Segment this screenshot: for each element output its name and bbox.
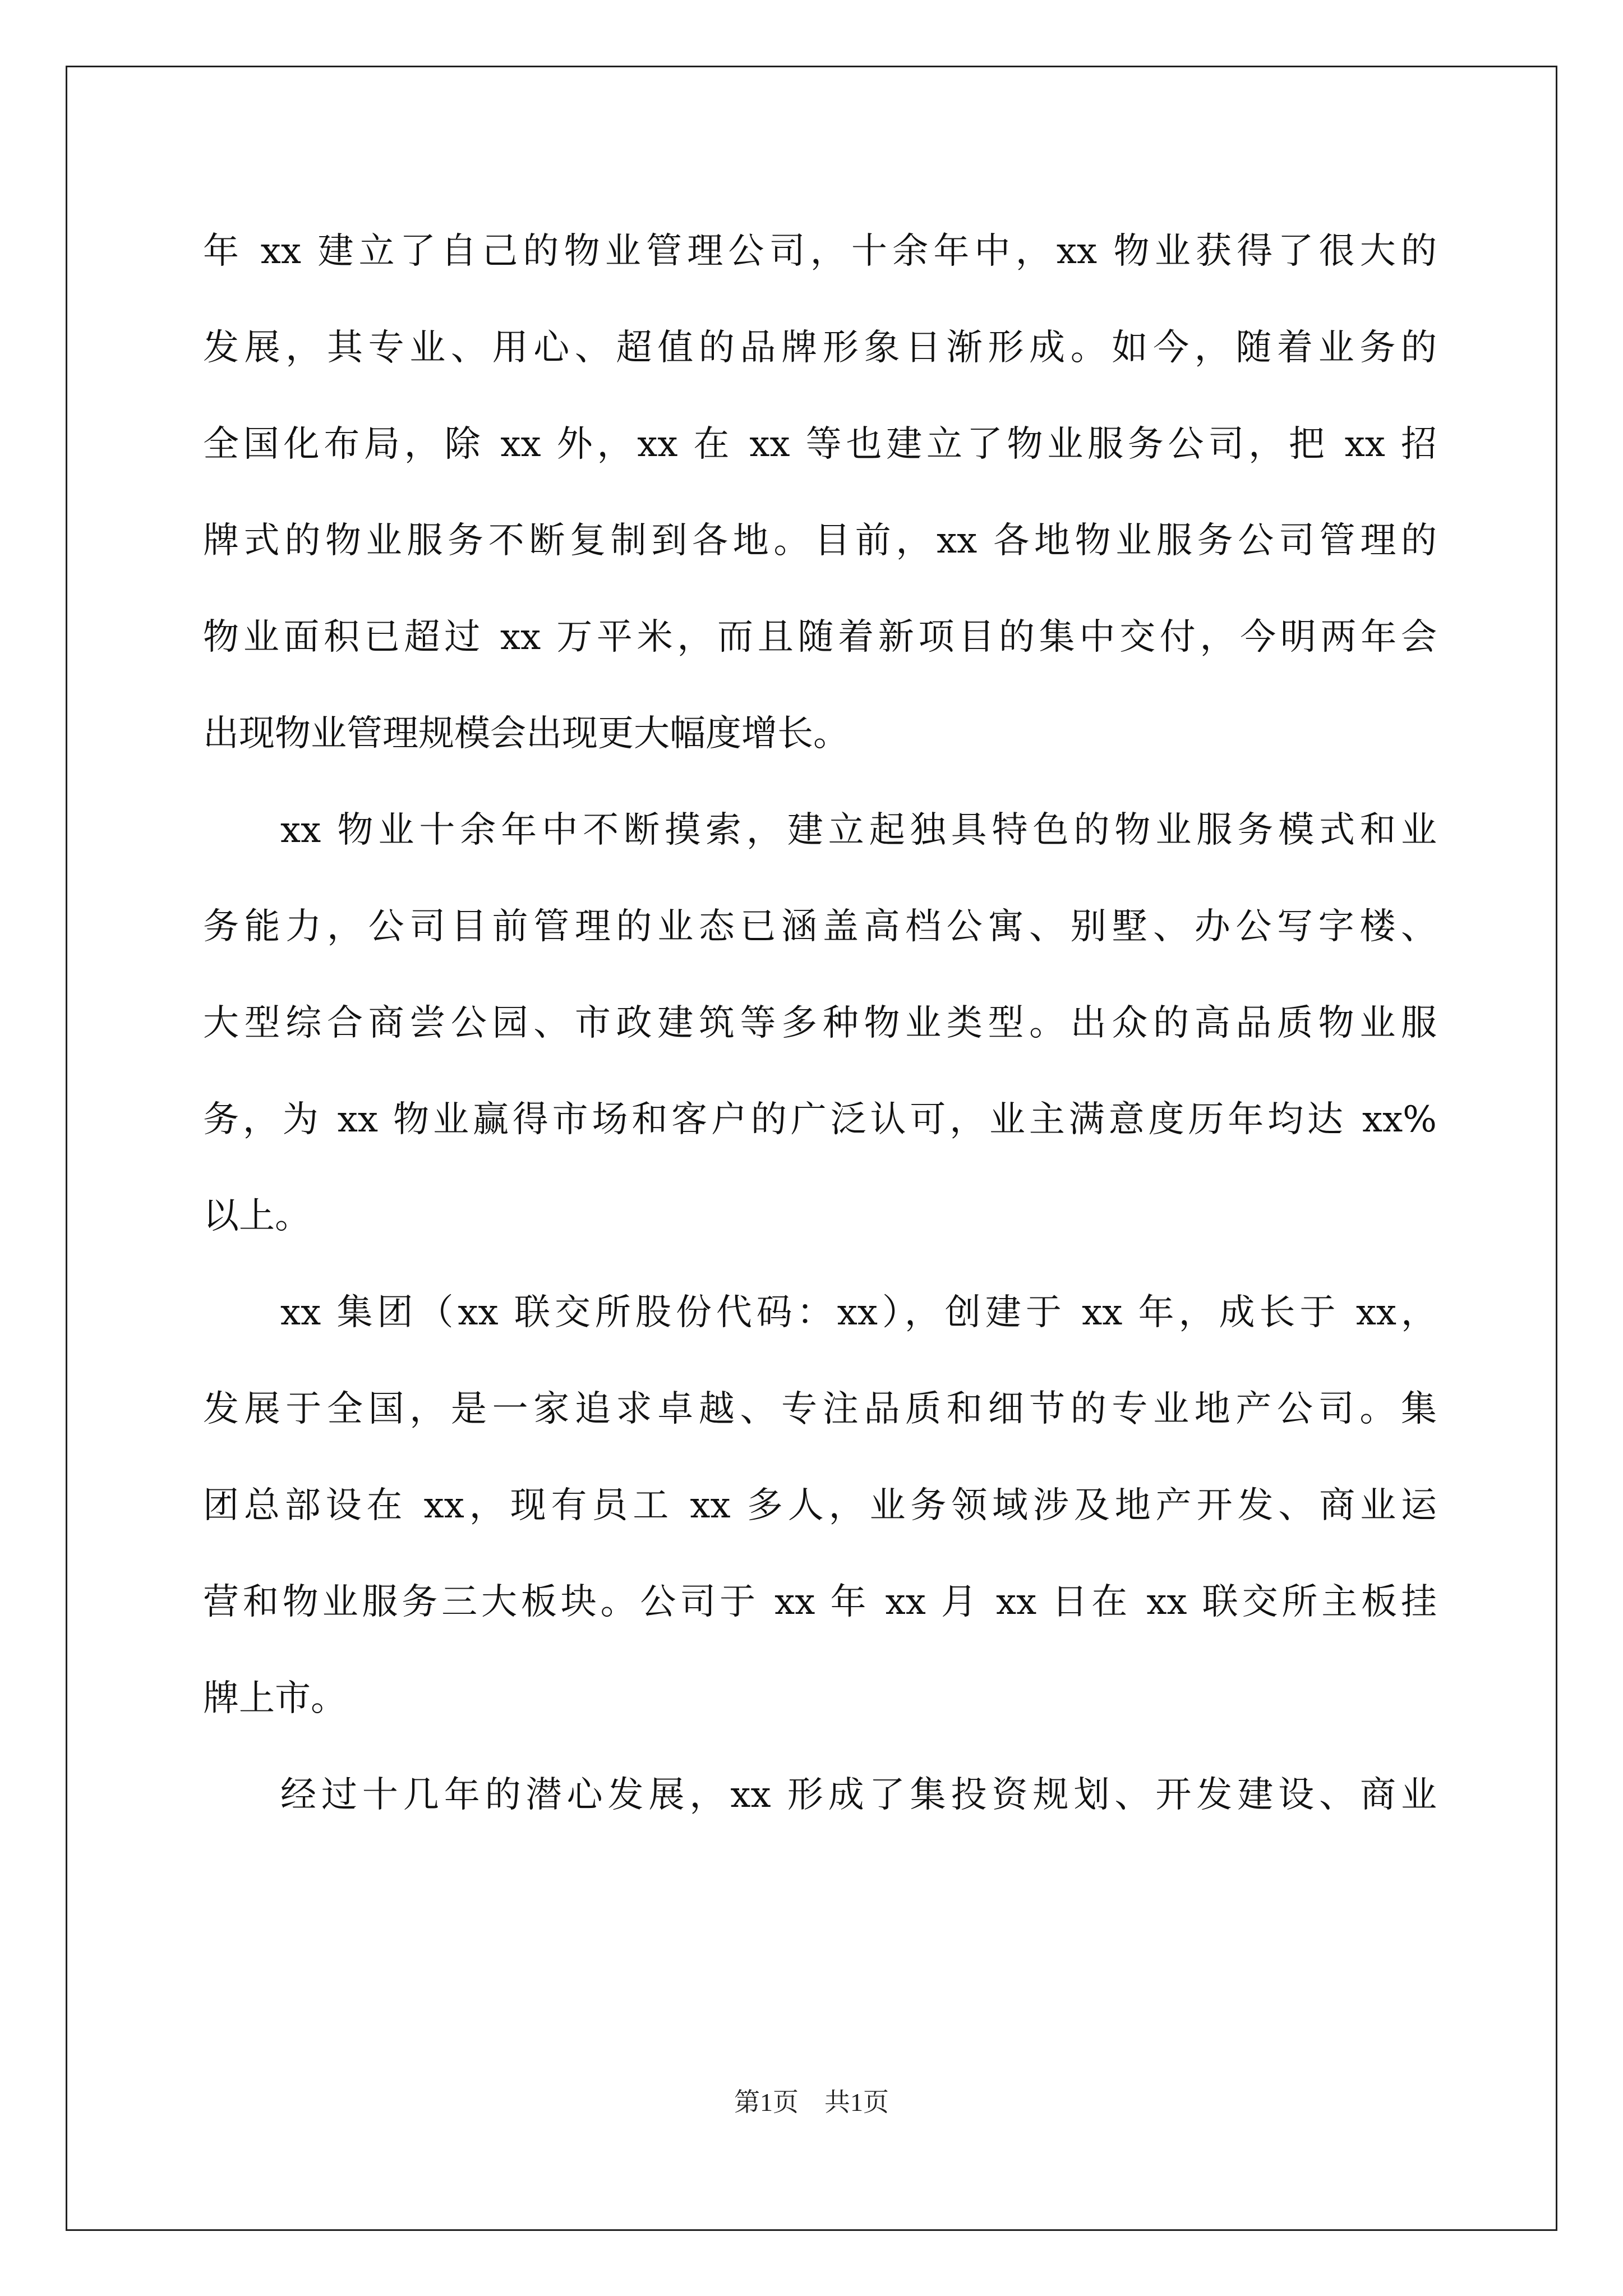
- text-line: 年 xx 建立了自己的物业管理公司，十余年中，xx 物业获得了很大的: [203, 231, 1437, 272]
- text-line: 大型综合商尝公园、市政建筑等多种物业类型。出众的高品质物业服: [203, 1002, 1437, 1044]
- text-line: 全国化布局，除 xx 外，xx 在 xx 等也建立了物业服务公司，把 xx 招: [203, 424, 1437, 465]
- text-line: 牌上市。: [203, 1678, 347, 1719]
- text-line: 物业面积已超过 xx 万平米，而且随着新项目的集中交付，今明两年会: [203, 616, 1437, 658]
- text-line: 营和物业服务三大板块。公司于 xx 年 xx 月 xx 日在 xx 联交所主板挂: [203, 1581, 1437, 1623]
- text-line: xx 物业十余年中不断摸索，建立起独具特色的物业服务模式和业: [280, 809, 1437, 851]
- text-line: 发展，其专业、用心、超值的品牌形象日渐形成。如今，随着业务的: [203, 327, 1437, 369]
- page-number: 第1页: [734, 2088, 799, 2116]
- text-line: 务，为 xx 物业赢得市场和客户的广泛认可，业主满意度历年均达 xx%: [203, 1099, 1437, 1140]
- text-line: 牌式的物业服务不断复制到各地。目前，xx 各地物业服务公司管理的: [203, 520, 1437, 562]
- text-line: 务能力，公司目前管理的业态已涵盖高档公寓、别墅、办公写字楼、: [203, 906, 1437, 947]
- text-line: 发展于全国，是一家追求卓越、专注品质和细节的专业地产公司。集: [203, 1388, 1437, 1430]
- text-line: xx 集团（xx 联交所股份代码：xx），创建于 xx 年，成长于 xx，: [280, 1292, 1437, 1333]
- page-footer: [0, 2086, 1623, 2119]
- text-line: 以上。: [203, 1195, 311, 1237]
- text-line: 团总部设在 xx，现有员工 xx 多人，业务领域涉及地产开发、商业运: [203, 1485, 1437, 1526]
- page-total: 共1页: [824, 2088, 889, 2116]
- text-line: 出现物业管理规模会出现更大幅度增长。: [203, 713, 849, 754]
- text-line: 经过十几年的潜心发展，xx 形成了集投资规划、开发建设、商业: [280, 1774, 1437, 1816]
